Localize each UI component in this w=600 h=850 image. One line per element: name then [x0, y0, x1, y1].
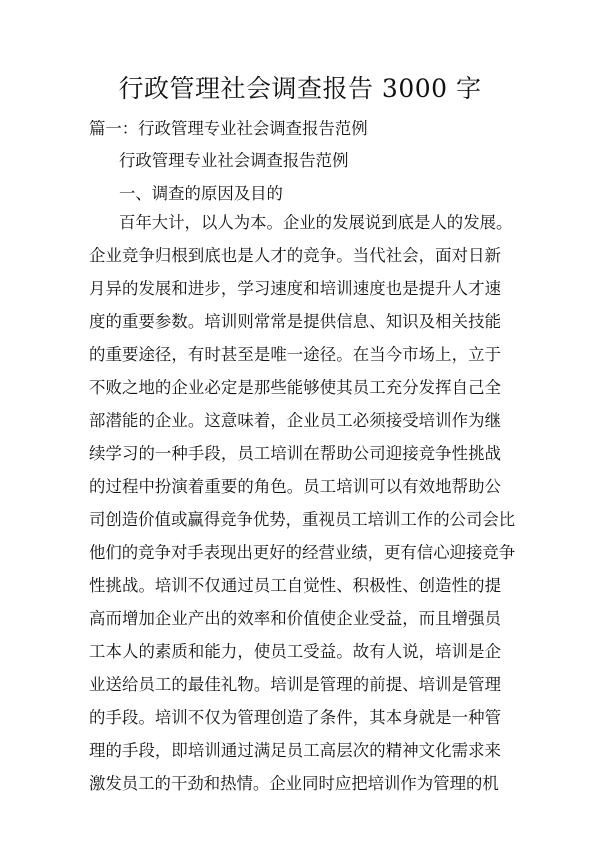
body-paragraph: [89, 206, 516, 800]
document-title: 行政管理社会调查报告 3000 字: [118, 74, 482, 103]
paragraph-line: 理的手段，即培训通过满足员工高层次的精神文化需求来: [89, 741, 501, 760]
paragraph-line: 不败之地的企业必定是那些能够使其员工充分发挥自己全: [89, 378, 501, 397]
paragraph-line: 激发员工的干劲和热情。企业同时应把培训作为管理的机: [89, 774, 499, 793]
paragraph-line: 续学习的一种手段，员工培训在帮助公司迎接竞争性挑战: [89, 444, 501, 463]
paragraph-line: 的重要途径，有时甚至是唯一途径。在当今市场上，立于: [89, 345, 501, 364]
document-subtitle: 篇一：行政管理专业社会调查报告范例: [89, 119, 368, 138]
paragraph-line: 的过程中扮演着重要的角色。员工培训可以有效地帮助公: [89, 477, 501, 496]
paragraph-line: 的手段。培训不仅为管理创造了条件，其本身就是一种管: [89, 708, 501, 727]
paragraph-line: 性挑战。培训不仅通过员工自觉性、积极性、创造性的提: [89, 576, 501, 595]
paragraph-line: 业送给员工的最佳礼物。培训是管理的前提、培训是管理: [89, 675, 501, 694]
paragraph-line: 高而增加企业产出的效率和价值使企业受益，而且增强员: [89, 609, 501, 628]
paragraph-line: 企业竞争归根到底也是人才的竞争。当代社会，面对日新: [89, 246, 501, 265]
paragraph-line: 百年大计，以人为本。企业的发展说到底是人的发展。: [119, 213, 513, 232]
section-heading: 一、调查的原因及目的: [119, 184, 283, 203]
paragraph-line: 工本人的素质和能力，使员工受益。故有人说，培训是企: [89, 642, 501, 661]
paragraph-line: 月异的发展和进步，学习速度和培训速度也是提升人才速: [89, 279, 501, 298]
paragraph-line: 他们的竞争对手表现出更好的经营业绩，更有信心迎接竞争: [89, 543, 516, 562]
paragraph-line: 司创造价值或赢得竞争优势，重视员工培训工作的公司会比: [89, 510, 516, 529]
document-heading: 行政管理专业社会调查报告范例: [119, 151, 349, 170]
paragraph-line: 度的重要参数。培训则常常是提供信息、知识及相关技能: [89, 312, 501, 331]
paragraph-line: 部潜能的企业。这意味着，企业员工必须接受培训作为继: [89, 411, 501, 430]
